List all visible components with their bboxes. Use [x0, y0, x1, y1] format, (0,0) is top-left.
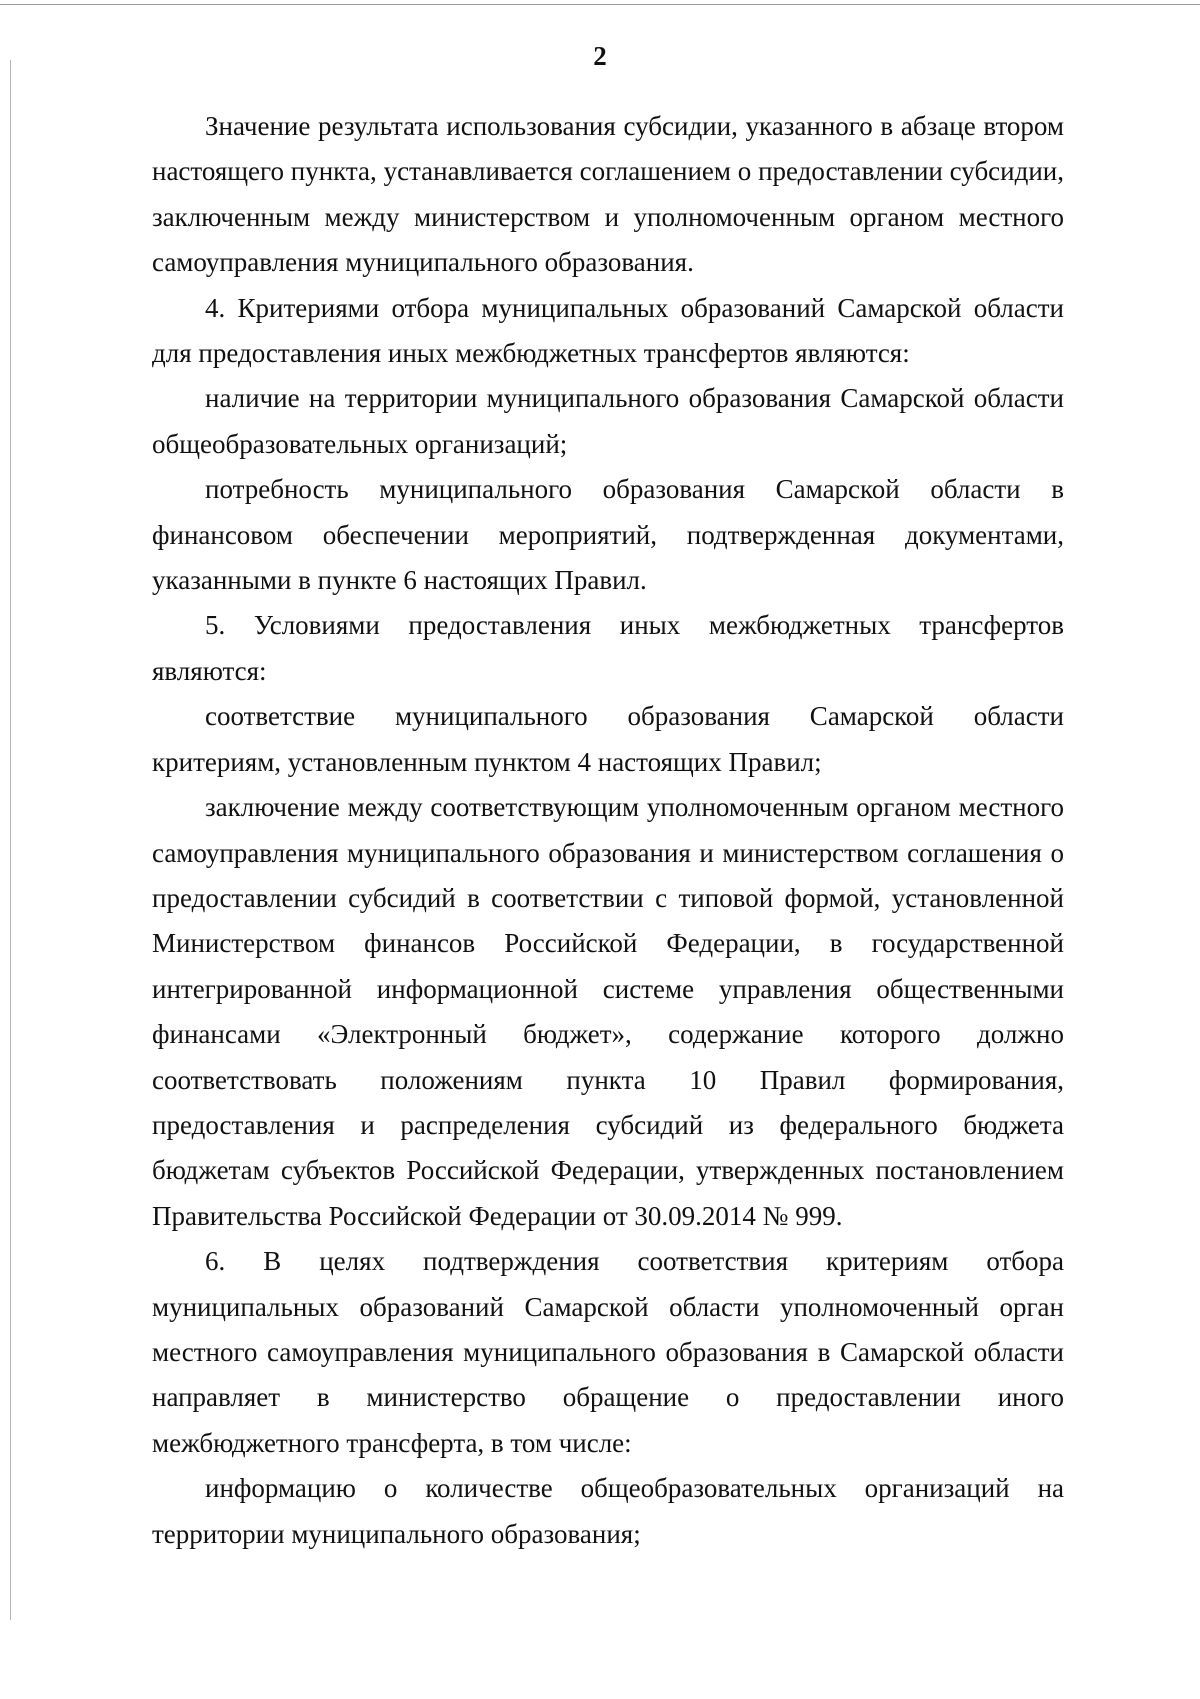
paragraph-criterion-schools: наличие на территории муниципального образования Самарской области общеобразовательных организаций; — [152, 383, 1064, 459]
paragraph-selection-criteria: 4. Критериями отбора муниципальных образований Самарской области для предоставления иных межбюджетных трансфертов являются: — [152, 292, 1064, 369]
scan-border-top — [0, 4, 1200, 5]
scan-border-left — [10, 60, 11, 1620]
paragraph-condition-agreement: заключение между соответствующим уполномоченным органом местного самоуправления муниципального образования и министерством соглашения о предоставлении субсидий в соответствии с типовой формой, установленной Министерством финансов Российской Федерации, в государственной интегрированной информационной системе управления общественными финансами «Электронный бюджет», содержание которого должно соответствовать положениям пункта 10 Правил формирования, предоставления и распределения субсидий из федерального бюджета бюджетам субъектов Российской Федерации, утвержденных постановлением Правительства Российской Федерации от 30.09.2014 № 999. — [152, 792, 1064, 1231]
paragraph-application: 6. В целях подтверждения соответствия критериям отбора муниципальных образований Самарской области уполномоченный орган местного самоуправления муниципального образования в Самарской области направляет в министерство обращение о предоставлении иного межбюджетного трансферта, в том числе: — [152, 1246, 1064, 1458]
paragraph-criterion-need: потребность муниципального образования Самарской области в финансовом обеспечении мероприятий, подтвержденная документами, указанными в пункте 6 настоящих Правил. — [152, 474, 1064, 596]
paragraph-school-count-info: информацию о количестве общеобразовательных организаций на территории муниципального образования; — [152, 1473, 1064, 1549]
paragraph-result-value: Значение результата использования субсидии, указанного в абзаце втором настоящего пункта, устанавливается соглашением о предоставлении субсидии, заключенным между министерством и уполномоченным органом местного самоуправления муниципального образования. — [152, 111, 1064, 278]
document-body — [152, 104, 1064, 1557]
paragraph-condition-compliance: соответствие муниципального образования Самарской области критериям, установленным пунктом 4 настоящих Правил; — [152, 701, 1064, 777]
paragraph-conditions: 5. Условиями предоставления иных межбюджетных трансфертов являются: — [152, 610, 1064, 686]
page-number: 2 — [593, 41, 607, 71]
